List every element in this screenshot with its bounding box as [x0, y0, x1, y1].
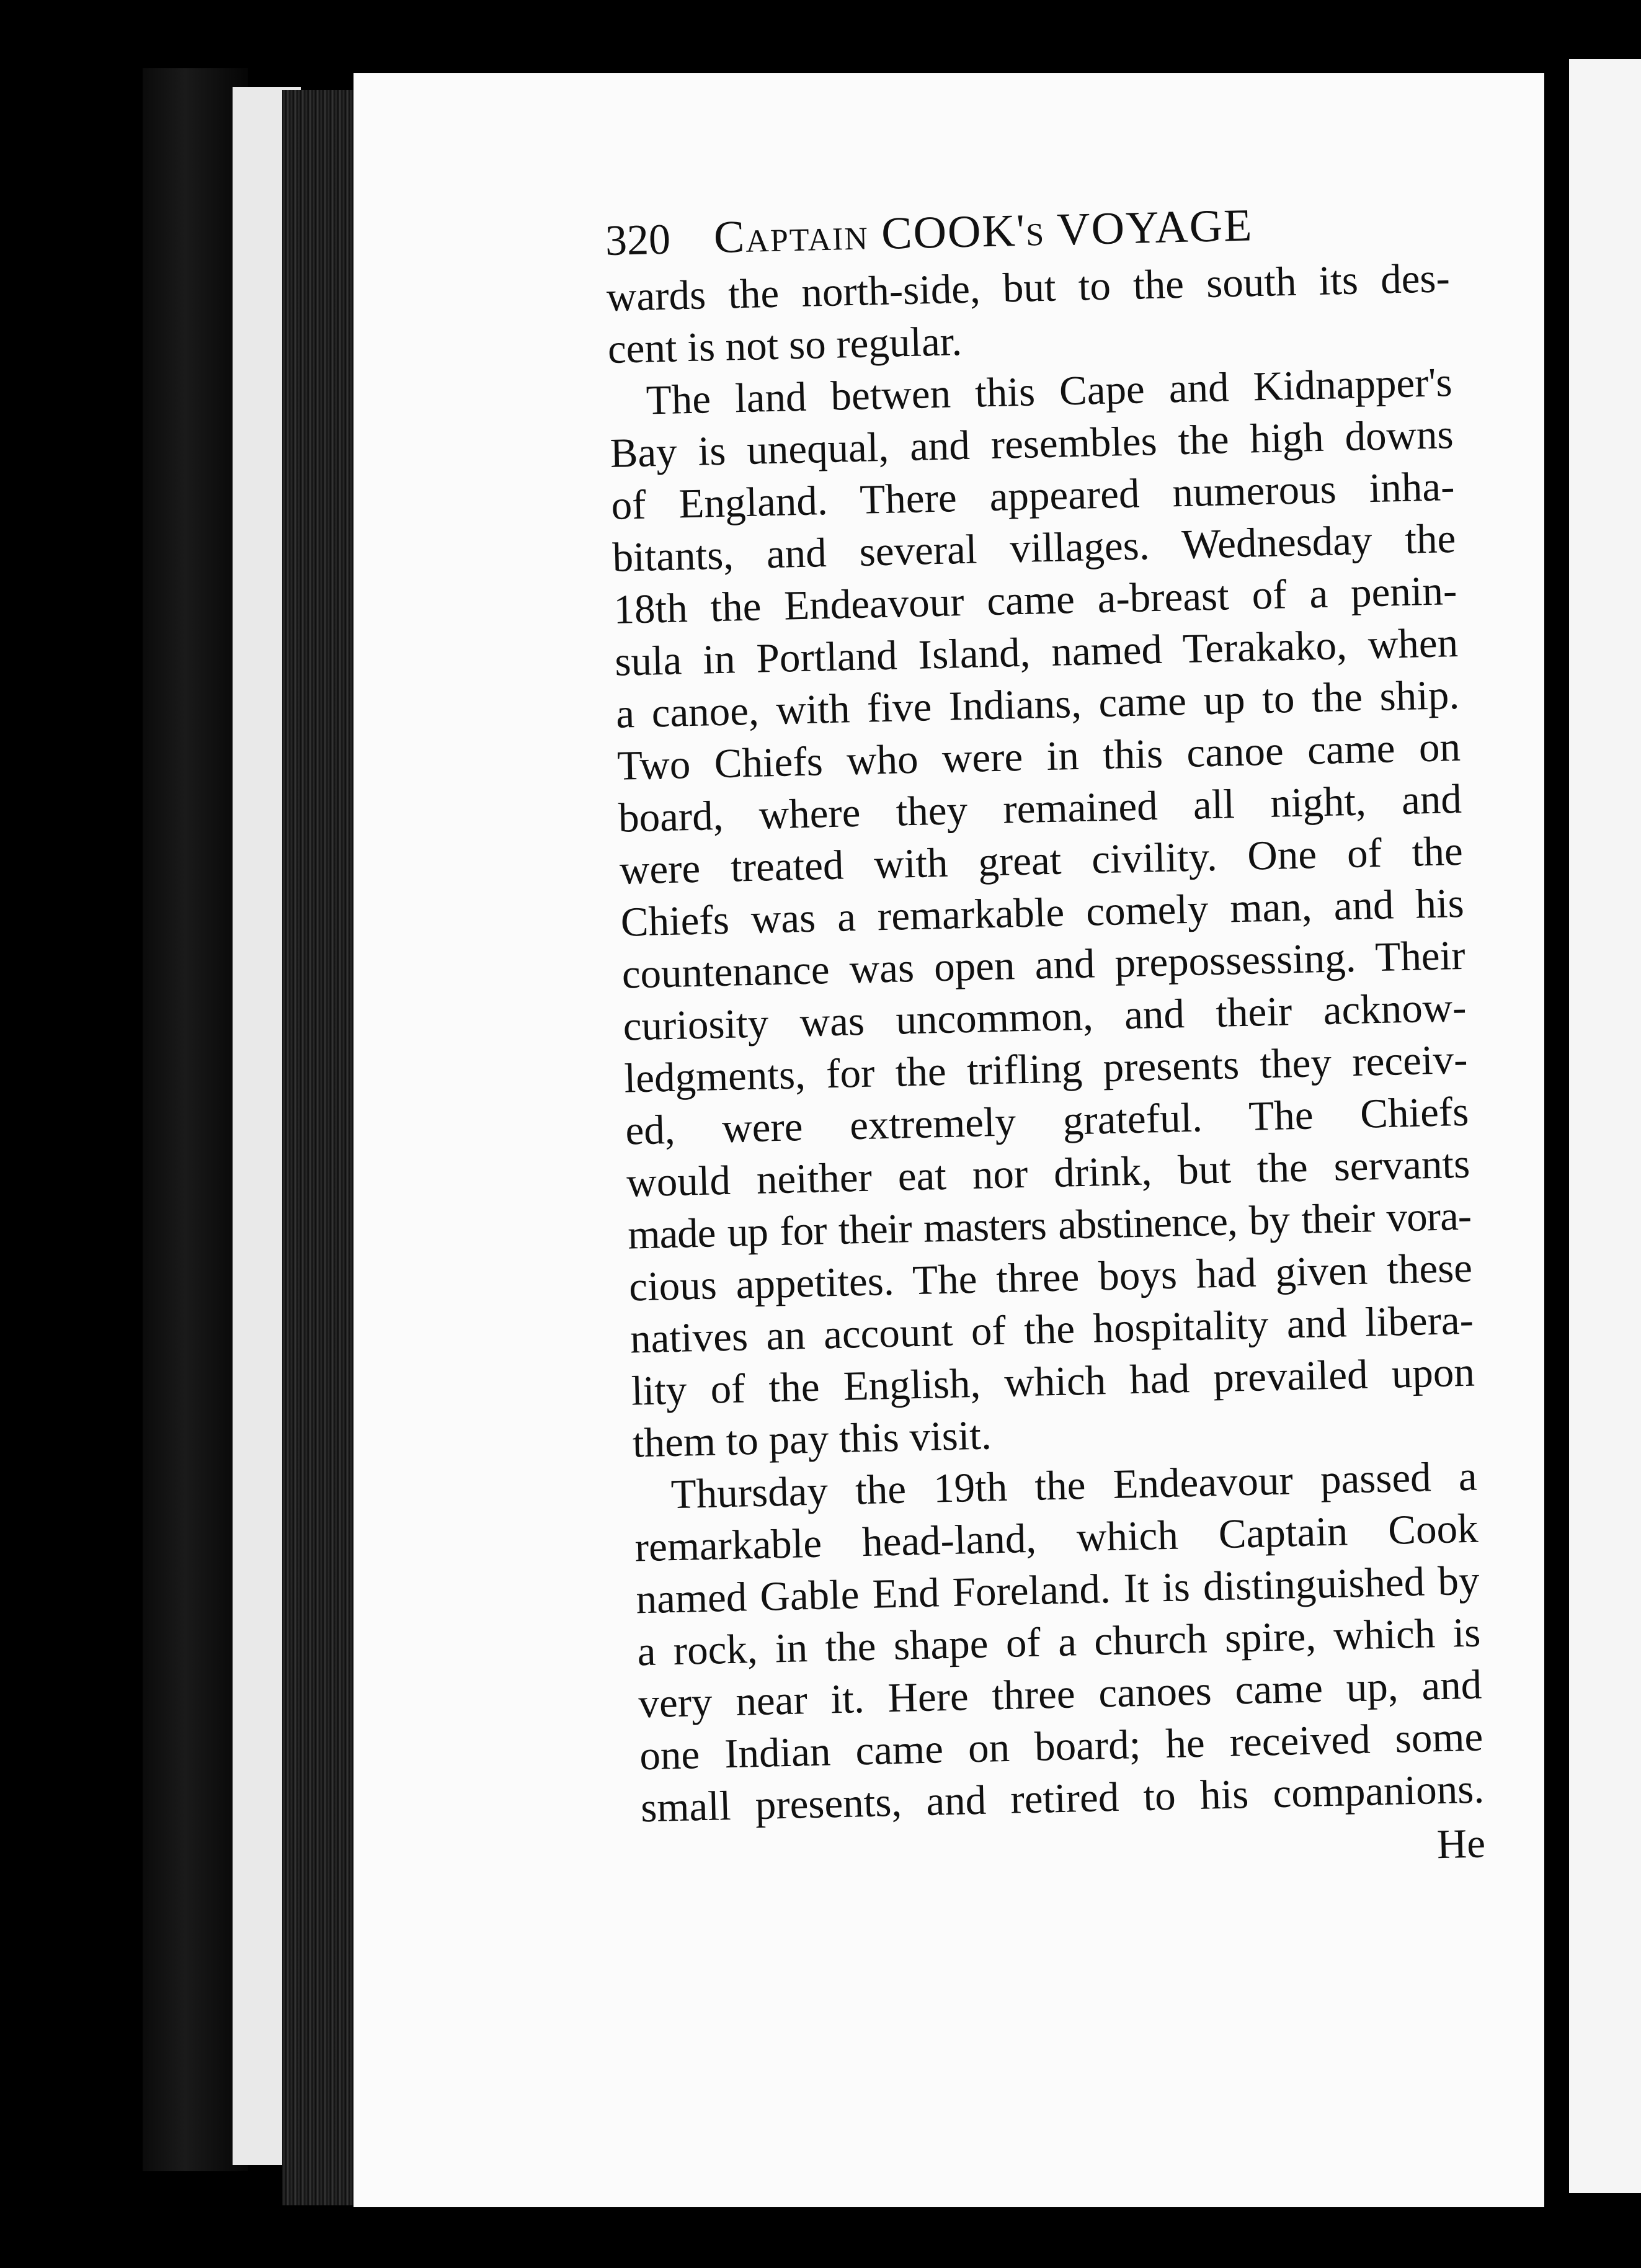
page-text-block	[605, 195, 1486, 1888]
text-line: Chiefs was a remarkable comely man, and his	[620, 880, 1465, 945]
text-line: would neither eat nor drink, but the servants	[626, 1140, 1470, 1206]
text-line: sula in Portland Island, named Terakako, when	[614, 619, 1459, 685]
text-line: were treated with great civility. One of the	[619, 828, 1464, 893]
text-line: Thursday the 19th the Endeavour passed a	[670, 1453, 1478, 1518]
text-line: Bay is unequal, and resembles the high downs	[609, 411, 1454, 476]
text-line: a rock, in the shape of a church spire, which is	[636, 1609, 1482, 1675]
text-line: 18th the Endeavour came a-breast of a penin-	[613, 567, 1457, 633]
text-line: cent is not so regular.	[607, 318, 963, 372]
text-line: named Gable End Foreland. It is distinguished by	[635, 1557, 1480, 1623]
text-line: The land betwen this Cape and Kidnapper's	[645, 359, 1453, 424]
text-line: board, where they remained all night, and	[618, 775, 1462, 841]
text-line: cious appetites. The three boys had given these	[628, 1244, 1473, 1310]
text-line: remarkable head-land, which Captain Cook	[634, 1505, 1479, 1571]
text-line: very near it. Here three canoes came up, and	[638, 1661, 1482, 1727]
text-line: a canoe, with five Indians, came up to the ship.	[615, 671, 1460, 737]
gutter-shadow	[1544, 37, 1572, 2233]
text-line: made up for their masters abstinence, by their vora-	[627, 1192, 1472, 1258]
text-line: ledgments, for the trifling presents they receiv-	[623, 1036, 1469, 1102]
facing-page-edge	[1569, 59, 1641, 2193]
text-line: curiosity was uncommon, and their acknow-	[622, 984, 1467, 1050]
text-line: countenance was open and prepossessing. Their	[621, 932, 1466, 998]
running-title: Captain COOK's VOYAGE	[713, 200, 1254, 264]
text-line: them to pay this visit.	[632, 1412, 992, 1467]
text-line: bitants, and several villages. Wednesday the	[611, 516, 1457, 581]
text-line: lity of the English, which had prevailed upon	[631, 1349, 1475, 1414]
text-line: one Indian came on board; he received some	[639, 1713, 1483, 1779]
text-line: small presents, and retired to his companions.	[640, 1766, 1485, 1831]
text-line: Two Chiefs who were in this canoe came on	[616, 723, 1461, 789]
text-line: of England. There appeared numerous inha-	[610, 463, 1456, 529]
page-number: 320	[605, 215, 671, 265]
text-line: natives an account of the hospitality and libera-	[629, 1297, 1474, 1362]
catchword: He	[1436, 1820, 1486, 1868]
text-line: ed, were extremely grateful. The Chiefs	[625, 1088, 1470, 1154]
text-line: wards the north-side, but to the south its des-	[606, 255, 1451, 320]
